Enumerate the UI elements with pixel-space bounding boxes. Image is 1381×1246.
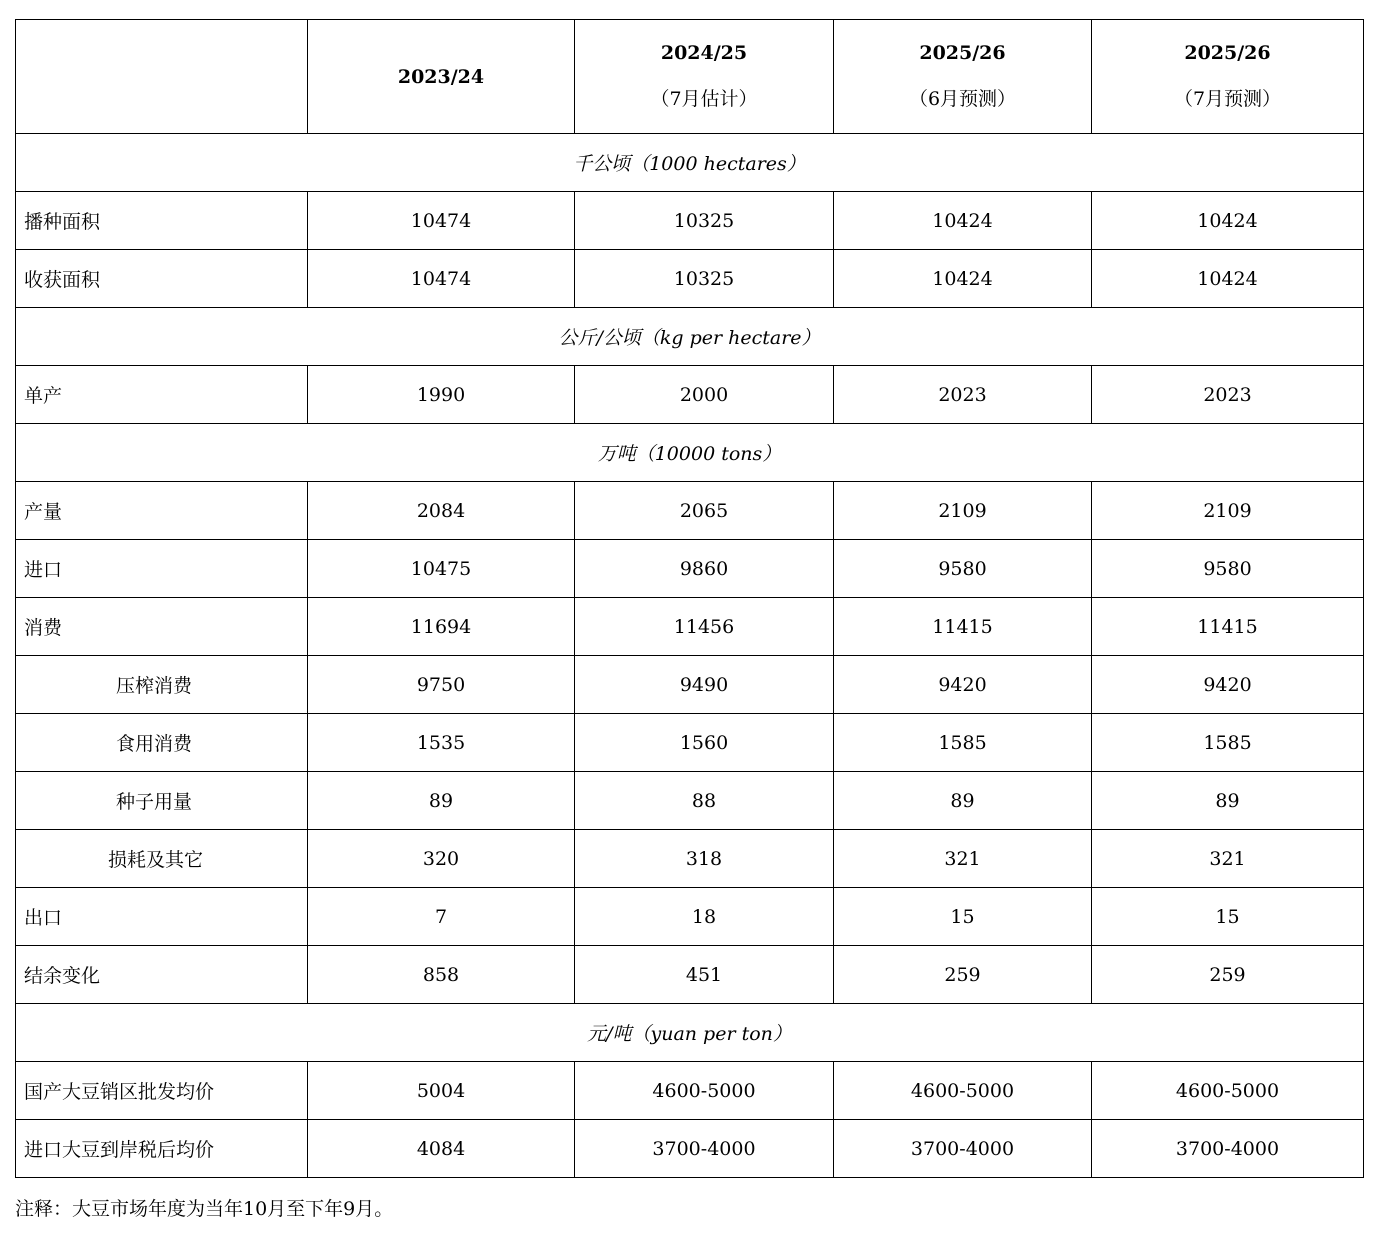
- table-row: [16, 714, 1364, 772]
- table-cell: 11694: [308, 598, 575, 656]
- table-cell: 2084: [308, 482, 575, 540]
- table-row: [16, 250, 1364, 308]
- table-cell: 3700-4000: [1092, 1120, 1364, 1178]
- table-cell: 11456: [575, 598, 834, 656]
- unit-label: 元/吨（yuan per ton）: [16, 1004, 1364, 1062]
- header-note: （7月估计）: [650, 88, 758, 110]
- table-cell: 320: [308, 830, 575, 888]
- table-cell: 4600-5000: [575, 1062, 834, 1120]
- unit-row-yield: [16, 308, 1364, 366]
- table-row: [16, 482, 1364, 540]
- table-cell: 10424: [1092, 192, 1364, 250]
- footnote: 注释：大豆市场年度为当年10月至下年9月。: [15, 1198, 394, 1220]
- header-year: 2025/26: [919, 42, 1006, 64]
- row-label: 收获面积: [16, 250, 308, 308]
- table-cell: 10424: [834, 192, 1092, 250]
- table-row: [16, 540, 1364, 598]
- table-row: [16, 888, 1364, 946]
- row-label: 进口: [16, 540, 308, 598]
- table-cell: 10424: [1092, 250, 1364, 308]
- header-col-2024-25: [575, 20, 834, 134]
- unit-row-area: [16, 134, 1364, 192]
- table-cell: 89: [308, 772, 575, 830]
- unit-label: 千公顷（1000 hectares）: [16, 134, 1364, 192]
- table-cell: 15: [1092, 888, 1364, 946]
- table-row: [16, 1120, 1364, 1178]
- table-cell: 1585: [834, 714, 1092, 772]
- table-cell: 2000: [575, 366, 834, 424]
- header-corner: [16, 20, 308, 134]
- table-cell: 2109: [834, 482, 1092, 540]
- table-cell: 1585: [1092, 714, 1364, 772]
- table-row: [16, 192, 1364, 250]
- header-col-2025-26-jul: [1092, 20, 1364, 134]
- unit-row-price: [16, 1004, 1364, 1062]
- table-cell: 9420: [1092, 656, 1364, 714]
- table-cell: 9580: [1092, 540, 1364, 598]
- row-label: 食用消费: [16, 714, 308, 772]
- table-row: [16, 1062, 1364, 1120]
- table-cell: 9580: [834, 540, 1092, 598]
- table-cell: 89: [1092, 772, 1364, 830]
- soybean-balance-table: [15, 19, 1364, 1178]
- row-label: 播种面积: [16, 192, 308, 250]
- unit-label: 公斤/公顷（kg per hectare）: [16, 308, 1364, 366]
- table-row: [16, 946, 1364, 1004]
- table-cell: 15: [834, 888, 1092, 946]
- unit-row-volume: [16, 424, 1364, 482]
- header-year: 2024/25: [660, 42, 748, 64]
- table-cell: 10474: [308, 250, 575, 308]
- table-cell: 11415: [1092, 598, 1364, 656]
- row-label: 消费: [16, 598, 308, 656]
- table-cell: 9490: [575, 656, 834, 714]
- table-cell: 4084: [308, 1120, 575, 1178]
- header-note: （6月预测）: [908, 88, 1017, 110]
- table-cell: 2023: [1092, 366, 1364, 424]
- row-label: 损耗及其它: [16, 830, 308, 888]
- unit-label: 万吨（10000 tons）: [16, 424, 1364, 482]
- row-label: 出口: [16, 888, 308, 946]
- row-label: 结余变化: [16, 946, 308, 1004]
- table-cell: 10325: [575, 192, 834, 250]
- table-cell: 1560: [575, 714, 834, 772]
- table-cell: 10325: [575, 250, 834, 308]
- table-cell: 259: [834, 946, 1092, 1004]
- table-row: [16, 772, 1364, 830]
- table-cell: 7: [308, 888, 575, 946]
- row-label: 单产: [16, 366, 308, 424]
- table-cell: 5004: [308, 1062, 575, 1120]
- table-row: [16, 656, 1364, 714]
- table-cell: 2065: [575, 482, 834, 540]
- row-label: 产量: [16, 482, 308, 540]
- row-label: 进口大豆到岸税后均价: [16, 1120, 308, 1178]
- table-cell: 2023: [834, 366, 1092, 424]
- table-cell: 10474: [308, 192, 575, 250]
- table-cell: 3700-4000: [575, 1120, 834, 1178]
- table-row: [16, 366, 1364, 424]
- table-cell: 10424: [834, 250, 1092, 308]
- table-cell: 18: [575, 888, 834, 946]
- table-cell: 4600-5000: [834, 1062, 1092, 1120]
- table-cell: 2109: [1092, 482, 1364, 540]
- table-cell: 259: [1092, 946, 1364, 1004]
- table-cell: 321: [834, 830, 1092, 888]
- table-cell: 10475: [308, 540, 575, 598]
- header-col-2025-26-jun: [834, 20, 1092, 134]
- table-cell: 88: [575, 772, 834, 830]
- table-row: [16, 830, 1364, 888]
- table-row: [16, 598, 1364, 656]
- table-cell: 9750: [308, 656, 575, 714]
- table-cell: 89: [834, 772, 1092, 830]
- table-cell: 1535: [308, 714, 575, 772]
- table-cell: 858: [308, 946, 575, 1004]
- table-cell: 9420: [834, 656, 1092, 714]
- row-label: 国产大豆销区批发均价: [16, 1062, 308, 1120]
- header-year: 2025/26: [1184, 42, 1271, 64]
- table-cell: 4600-5000: [1092, 1062, 1364, 1120]
- table-cell: 3700-4000: [834, 1120, 1092, 1178]
- table-cell: 11415: [834, 598, 1092, 656]
- table-cell: 321: [1092, 830, 1364, 888]
- table-cell: 318: [575, 830, 834, 888]
- table-cell: 9860: [575, 540, 834, 598]
- row-label: 压榨消费: [16, 656, 308, 714]
- header-col-2023-24: [308, 20, 575, 134]
- header-row: [16, 20, 1364, 134]
- table-cell: 1990: [308, 366, 575, 424]
- header-note: （7月预测）: [1173, 88, 1282, 110]
- header-year: 2023/24: [397, 65, 485, 88]
- row-label: 种子用量: [16, 772, 308, 830]
- table-cell: 451: [575, 946, 834, 1004]
